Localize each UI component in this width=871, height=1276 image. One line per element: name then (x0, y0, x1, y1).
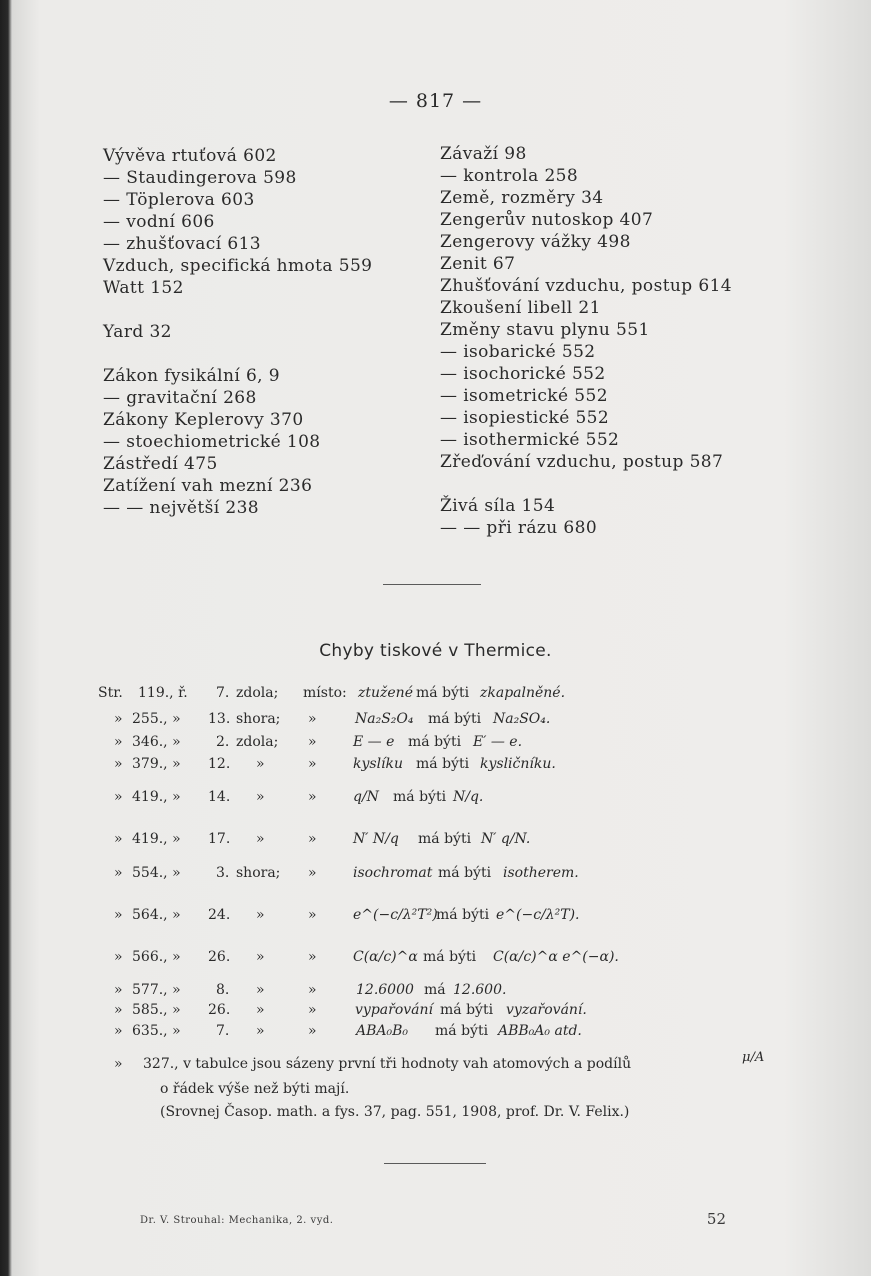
row-place: » (308, 982, 317, 998)
index-entry: — isobarické 552 (440, 342, 596, 362)
divider-bottom (384, 1163, 486, 1164)
index-entry: Živá síla 154 (440, 496, 556, 516)
index-entry: — kontrola 258 (440, 166, 579, 186)
index-entry: Vzduch, specifická hmota 559 (103, 256, 373, 276)
row-verb: má býti (436, 907, 490, 923)
row-wrong: kyslíku (353, 756, 404, 772)
row-right: kysličníku. (480, 756, 556, 772)
row-mark: » (114, 831, 123, 847)
row-verb: má (424, 982, 446, 998)
index-entry: Zhušťování vzduchu, postup 614 (440, 276, 733, 296)
row-right: E′ — e. (473, 734, 523, 750)
row-wrong: 12.6000 (356, 982, 414, 998)
row-page: 585., » (132, 1002, 181, 1018)
row-line: 7. (216, 1023, 230, 1039)
row-verb: má býti (416, 685, 470, 701)
row-page: 554., » (132, 865, 181, 881)
row-mark: » (114, 756, 123, 772)
row-where: » (256, 907, 265, 923)
index-entry: Zkoušení libell 21 (440, 298, 601, 318)
row-where: » (256, 831, 265, 847)
row-mark: » (114, 949, 123, 965)
index-entry: — isometrické 552 (440, 386, 608, 406)
row-page: 564., » (132, 907, 181, 923)
row-mark: Str. (98, 685, 123, 701)
row-line: 2. (216, 734, 230, 750)
row-right: e^(−c/λ²T). (496, 907, 580, 923)
row-right: ABB₀A₀ atd. (498, 1023, 582, 1039)
index-entry: Zengerovy vážky 498 (440, 232, 631, 252)
index-entry (103, 343, 372, 365)
row-wrong: ztužené (358, 685, 413, 701)
row-verb: má býti (423, 949, 477, 965)
note-fraction: μ/A (742, 1050, 765, 1065)
index-entry: Země, rozměry 34 (440, 188, 604, 208)
row-verb: má býti (428, 711, 482, 727)
row-page: 119., ř. (138, 685, 188, 701)
index-entry: — zhušťovací 613 (103, 234, 261, 254)
row-wrong: e^(−c/λ²T²) (353, 907, 438, 923)
index-entry: — — při rázu 680 (440, 518, 598, 538)
divider-top (383, 584, 481, 585)
index-left-column (103, 145, 372, 519)
index-entry: — stoechiometrické 108 (103, 432, 321, 452)
row-wrong: N′ N/q (353, 831, 399, 847)
row-page: 255., » (132, 711, 181, 727)
row-page: 379., » (132, 756, 181, 772)
row-where: » (256, 982, 265, 998)
row-where: » (256, 756, 265, 772)
row-place: místo: (303, 685, 347, 701)
index-entry: Závaží 98 (440, 144, 527, 164)
note-mark: » (114, 1056, 123, 1072)
row-where: zdola; (236, 734, 279, 750)
row-line: 26. (208, 949, 231, 965)
row-where: » (256, 1023, 265, 1039)
row-where: » (256, 789, 265, 805)
row-line: 17. (208, 831, 231, 847)
note-line-1: 327., v tabulce jsou sázeny první tři hodnoty vah atomových a podílů (143, 1056, 632, 1072)
row-line: 3. (216, 865, 230, 881)
row-page: 346., » (132, 734, 181, 750)
row-place: » (308, 789, 317, 805)
row-line: 13. (208, 711, 231, 727)
sheet-number: 52 (706, 1210, 726, 1228)
index-entry: — gravitační 268 (103, 388, 257, 408)
row-line: 24. (208, 907, 231, 923)
index-entry: Zengerův nutoskop 407 (440, 210, 654, 230)
index-entry: Změny stavu plynu 551 (440, 320, 650, 340)
row-wrong: C(α/c)^α (353, 949, 418, 965)
row-page: 635., » (132, 1023, 181, 1039)
row-right: N/q. (453, 789, 484, 805)
row-mark: » (114, 1023, 123, 1039)
index-entry: — vodní 606 (103, 212, 215, 232)
index-entry (440, 473, 732, 495)
row-wrong: Na₂S₂O₄ (355, 711, 414, 727)
row-wrong: vypařování (355, 1002, 433, 1018)
index-entry (103, 299, 372, 321)
row-place: » (308, 1002, 317, 1018)
index-entry: Zákony Keplerovy 370 (103, 410, 304, 430)
row-where: » (256, 1002, 265, 1018)
index-entry: — Staudingerova 598 (103, 168, 297, 188)
index-entry: Vývěva rtuťová 602 (103, 146, 277, 166)
row-verb: má býti (393, 789, 447, 805)
index-entry: Yard 32 (103, 322, 172, 342)
row-mark: » (114, 734, 123, 750)
row-verb: má býti (408, 734, 462, 750)
row-verb: má býti (438, 865, 492, 881)
index-entry: — isothermické 552 (440, 430, 620, 450)
row-mark: » (114, 907, 123, 923)
row-right: vyzařování. (506, 1002, 587, 1018)
row-wrong: E — e (353, 734, 395, 750)
row-where: » (256, 949, 265, 965)
row-mark: » (114, 865, 123, 881)
row-line: 7. (216, 685, 230, 701)
row-place: » (308, 711, 317, 727)
index-entry: — Töplerova 603 (103, 190, 255, 210)
row-wrong: isochromat (353, 865, 433, 881)
row-line: 14. (208, 789, 231, 805)
row-verb: má býti (440, 1002, 494, 1018)
row-wrong: q/N (353, 789, 379, 805)
row-where: zdola; (236, 685, 279, 701)
row-mark: » (114, 1002, 123, 1018)
row-verb: má býti (416, 756, 470, 772)
row-verb: má býti (435, 1023, 489, 1039)
row-page: 577., » (132, 982, 181, 998)
note-line-2: o řádek výše než býti mají. (160, 1081, 350, 1097)
row-place: » (308, 734, 317, 750)
index-entry: Zatížení vah mezní 236 (103, 476, 313, 496)
row-page: 566., » (132, 949, 181, 965)
row-right: C(α/c)^α e^(−α). (493, 949, 619, 965)
row-page: 419., » (132, 831, 181, 847)
index-entry: Zenit 67 (440, 254, 516, 274)
index-entry: Zákon fysikální 6, 9 (103, 366, 280, 386)
row-place: » (308, 831, 317, 847)
row-right: isotherem. (503, 865, 579, 881)
row-place: » (308, 907, 317, 923)
row-mark: » (114, 789, 123, 805)
row-place: » (308, 949, 317, 965)
index-entry: Zřeďování vzduchu, postup 587 (440, 452, 724, 472)
row-line: 26. (208, 1002, 231, 1018)
errata-heading: Chyby tiskové v Thermice. (319, 641, 552, 661)
index-entry: Watt 152 (103, 278, 184, 298)
row-page: 419., » (132, 789, 181, 805)
row-line: 12. (208, 756, 231, 772)
row-place: » (308, 1023, 317, 1039)
index-entry: Zástředí 475 (103, 454, 218, 474)
row-where: shora; (236, 711, 281, 727)
book-footer: Dr. V. Strouhal: Mechanika, 2. vyd. (140, 1215, 334, 1226)
row-place: » (308, 865, 317, 881)
row-right: Na₂SO₄. (493, 711, 551, 727)
row-mark: » (114, 982, 123, 998)
index-entry: — — největší 238 (103, 498, 259, 518)
note-line-3: (Srovnej Časop. math. a fys. 37, pag. 551, 1908, prof. Dr. V. Felix.) (160, 1104, 630, 1120)
index-entry: — isopiestické 552 (440, 408, 610, 428)
row-place: » (308, 756, 317, 772)
row-mark: » (114, 711, 123, 727)
row-right: N′ q/N. (481, 831, 531, 847)
page-number: — 817 — (388, 90, 483, 112)
row-verb: má býti (418, 831, 472, 847)
row-wrong: ABA₀B₀ (356, 1023, 409, 1039)
index-right-column (440, 143, 732, 539)
row-where: shora; (236, 865, 281, 881)
row-line: 8. (216, 982, 230, 998)
row-right: zkapalněné. (480, 685, 566, 701)
index-entry: — isochorické 552 (440, 364, 606, 384)
row-right: 12.600. (453, 982, 507, 998)
